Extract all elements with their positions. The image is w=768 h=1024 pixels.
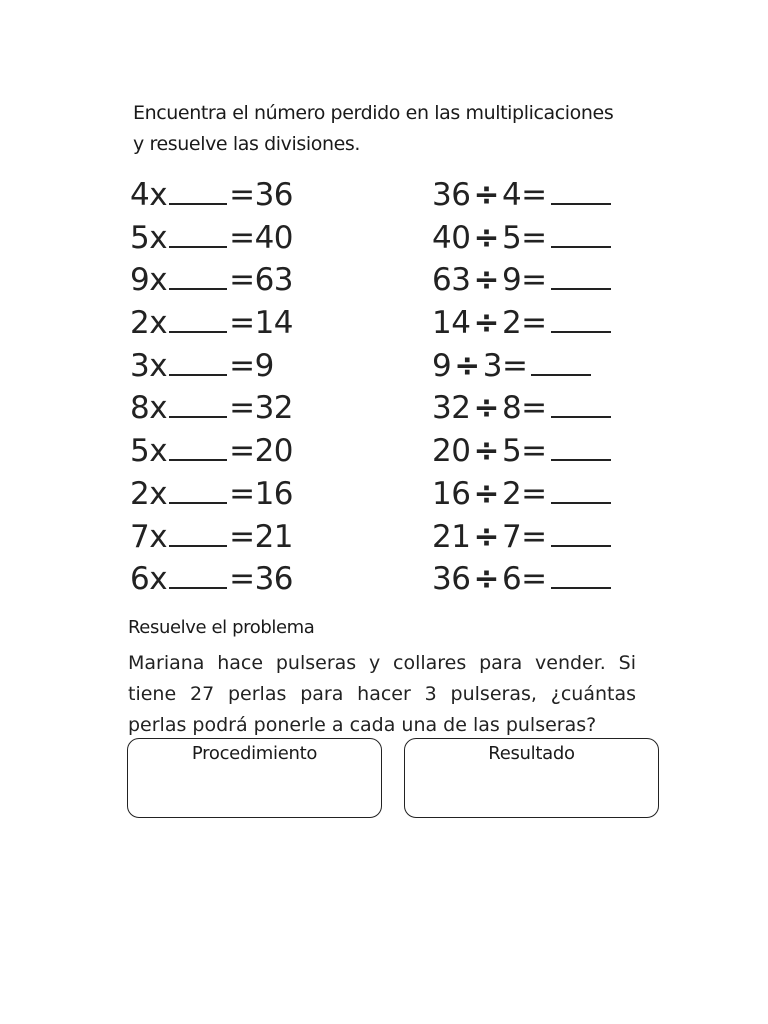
dividend: 40 xyxy=(432,219,471,256)
division-sign: ÷ xyxy=(473,305,499,342)
multiplication-row xyxy=(130,217,293,260)
answer-blank[interactable] xyxy=(169,218,227,248)
divisor: 2 xyxy=(501,305,522,342)
answer-blank[interactable] xyxy=(551,431,611,461)
divisor: 5 xyxy=(501,219,522,256)
answer-blank[interactable] xyxy=(169,175,227,205)
dividend: 36 xyxy=(432,177,471,213)
times-sign: x xyxy=(149,390,168,427)
division-row xyxy=(432,302,611,345)
factor: 4 xyxy=(130,177,150,213)
equals-sign: = xyxy=(501,347,528,384)
product: =63 xyxy=(229,262,294,299)
division-sign: ÷ xyxy=(473,219,499,256)
division-sign: ÷ xyxy=(473,390,499,427)
division-row xyxy=(432,174,611,217)
division-sign: ÷ xyxy=(473,262,499,299)
division-sign: ÷ xyxy=(473,561,499,598)
division-row xyxy=(432,516,611,559)
dividend: 21 xyxy=(432,518,471,555)
division-row xyxy=(432,217,611,260)
multiplication-row xyxy=(130,259,293,302)
dividend: 14 xyxy=(432,305,471,342)
times-sign: x xyxy=(149,219,168,256)
factor: 3 xyxy=(130,347,150,384)
times-sign: x xyxy=(149,433,168,470)
divisor: 9 xyxy=(501,262,522,299)
division-row xyxy=(432,387,611,430)
answer-blank[interactable] xyxy=(551,218,611,248)
answer-blank[interactable] xyxy=(551,388,611,418)
answer-blank[interactable] xyxy=(169,474,227,504)
procedure-label: Procedimiento xyxy=(191,743,318,764)
division-row xyxy=(432,473,611,516)
multiplication-row xyxy=(130,558,293,601)
answer-blank[interactable] xyxy=(551,175,611,205)
factor: 2 xyxy=(130,305,150,342)
multiplication-row xyxy=(130,387,293,430)
product: =36 xyxy=(229,177,294,213)
factor: 5 xyxy=(130,219,150,256)
answer-blank[interactable] xyxy=(531,346,591,376)
divisor: 3 xyxy=(482,347,502,384)
answer-blank[interactable] xyxy=(169,346,227,376)
dividend: 63 xyxy=(432,262,471,299)
divisor: 4 xyxy=(501,177,522,213)
times-sign: x xyxy=(149,305,168,342)
multiplication-row xyxy=(130,430,293,473)
equals-sign: = xyxy=(521,219,547,256)
equals-sign: = xyxy=(521,475,547,512)
multiplication-row xyxy=(130,302,293,345)
answer-blank[interactable] xyxy=(551,559,611,589)
times-sign: x xyxy=(149,262,168,299)
instructions-line-1: Encuentra el número perdido en las multiplicaciones xyxy=(133,102,614,124)
division-sign: ÷ xyxy=(473,177,499,213)
product: =40 xyxy=(229,219,294,256)
answer-blank[interactable] xyxy=(169,260,227,290)
division-row xyxy=(432,259,611,302)
instructions-line-2: y resuelve las divisiones. xyxy=(133,133,361,155)
division-sign: ÷ xyxy=(454,347,480,384)
times-sign: x xyxy=(149,177,168,213)
division-sign: ÷ xyxy=(473,518,499,555)
factor: 5 xyxy=(130,433,150,470)
equals-sign: = xyxy=(521,305,547,342)
division-sign: ÷ xyxy=(473,433,499,470)
divisor: 5 xyxy=(501,433,522,470)
multiplication-row xyxy=(130,345,293,388)
product: =32 xyxy=(229,390,294,427)
division-column xyxy=(432,174,611,601)
divisor: 2 xyxy=(501,475,522,512)
equals-sign: = xyxy=(521,262,547,299)
times-sign: x xyxy=(149,518,168,555)
product: =20 xyxy=(229,433,294,470)
factor: 8 xyxy=(130,390,150,427)
dividend: 9 xyxy=(432,347,452,384)
product: =16 xyxy=(229,475,294,512)
equals-sign: = xyxy=(521,390,547,427)
factor: 6 xyxy=(130,561,150,598)
times-sign: x xyxy=(149,561,168,598)
division-row xyxy=(432,430,611,473)
multiplication-column xyxy=(130,174,293,601)
answer-blank[interactable] xyxy=(551,474,611,504)
times-sign: x xyxy=(149,347,168,384)
division-row xyxy=(432,345,611,388)
dividend: 20 xyxy=(432,433,471,470)
answer-blank[interactable] xyxy=(551,517,611,547)
division-sign: ÷ xyxy=(473,475,499,512)
division-row xyxy=(432,558,611,601)
problem-title: Resuelve el problema xyxy=(128,617,315,638)
divisor: 7 xyxy=(501,518,522,555)
equals-sign: = xyxy=(521,561,547,598)
product: =14 xyxy=(229,305,294,342)
multiplication-row xyxy=(130,473,293,516)
equals-sign: = xyxy=(521,518,547,555)
answer-blank[interactable] xyxy=(169,388,227,418)
answer-blank[interactable] xyxy=(169,517,227,547)
dividend: 32 xyxy=(432,390,471,427)
result-box[interactable] xyxy=(404,738,659,818)
procedure-box[interactable] xyxy=(127,738,382,818)
equals-sign: = xyxy=(521,433,547,470)
multiplication-row xyxy=(130,174,293,217)
product: =21 xyxy=(229,518,294,555)
answer-blank[interactable] xyxy=(169,431,227,461)
dividend: 36 xyxy=(432,561,471,598)
answer-blank[interactable] xyxy=(551,260,611,290)
answer-blank[interactable] xyxy=(169,559,227,589)
factor: 9 xyxy=(130,262,150,299)
problem-text: Mariana hace pulseras y collares para vender. Si tiene 27 perlas para hacer 3 pulseras, ¿cuántas perlas podrá ponerle a cada una de las pulseras? xyxy=(128,652,636,736)
product: =36 xyxy=(229,561,294,598)
dividend: 16 xyxy=(432,475,471,512)
factor: 7 xyxy=(130,518,150,555)
divisor: 6 xyxy=(501,561,522,598)
equals-sign: = xyxy=(521,177,547,213)
instructions xyxy=(133,98,653,160)
result-label: Resultado xyxy=(488,743,575,764)
answer-blank[interactable] xyxy=(169,303,227,333)
times-sign: x xyxy=(149,475,168,512)
multiplication-row xyxy=(130,516,293,559)
factor: 2 xyxy=(130,475,150,512)
answer-blank[interactable] xyxy=(551,303,611,333)
product: =9 xyxy=(229,347,274,384)
divisor: 8 xyxy=(501,390,522,427)
